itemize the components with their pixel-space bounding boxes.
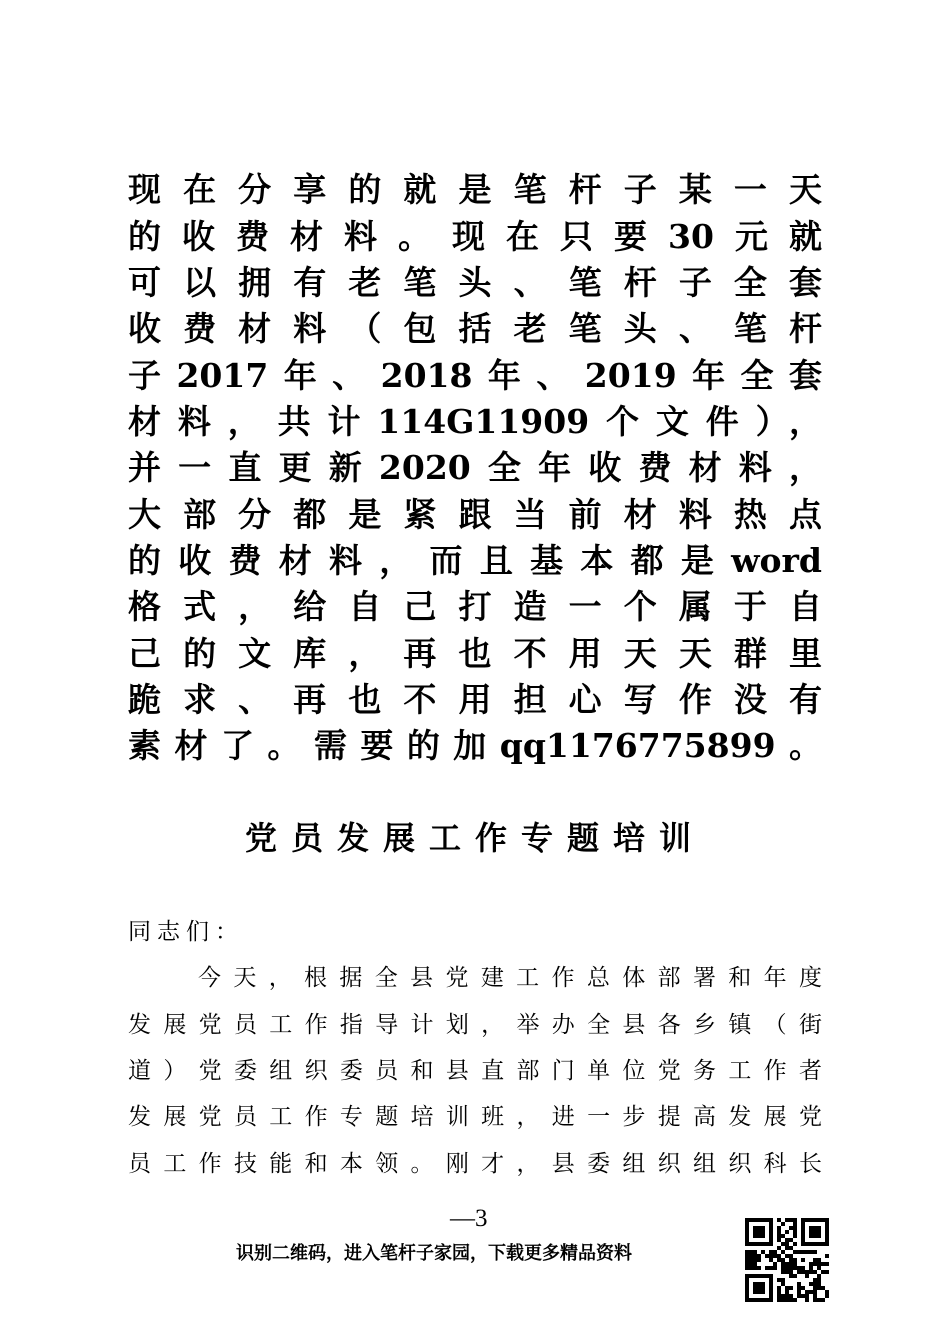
promo-line: 并一直更新2020全年收费材料， [128,448,822,487]
body-line: 道）党委组织委员和县直部门单位党务工作者 [128,1058,822,1084]
document-title: 党员发展工作专题培训 [244,819,705,857]
qr-code-icon [745,1218,829,1302]
body-line: 员工作技能和本领。刚才，县委组织组织科长 [128,1151,822,1177]
promo-line: 子2017年、2018年、2019年全套 [128,356,822,395]
body-line: 发展党员工作专题培训班，进一步提高发展党 [128,1104,822,1130]
promo-line: 可以拥有老笔头、笔杆子全套 [128,263,822,302]
promo-line: 的收费材料。现在只要30元就 [128,217,822,256]
promo-line: 大部分都是紧跟当前材料热点 [128,495,822,534]
promo-line: 跪求、再也不用担心写作没有 [128,680,822,719]
page-number: —3 [450,1205,488,1232]
salutation: 同志们： [128,919,244,945]
promo-line: 材料，共计114G11909个文件）， [128,402,822,441]
promo-line: 现在分享的就是笔杆子某一天 [128,170,822,209]
qr-code-graphic [745,1218,829,1302]
promo-line: 素材了。需要的加qq1176775899。 [128,726,822,765]
promo-line: 的收费材料，而且基本都是word [128,541,822,580]
promo-line: 格式，给自己打造一个属于自 [128,587,822,626]
body-line: 今天，根据全县党建工作总体部署和年度 [198,965,822,991]
body-line: 发展党员工作指导计划，举办全县各乡镇（街 [128,1012,822,1038]
footer-banner-text: 识别二维码，进入笔杆子家园，下载更多精品资料 [236,1243,632,1264]
promo-line: 收费材料（包括老笔头、笔杆 [128,309,822,348]
promo-line: 己的文库，再也不用天天群里 [128,634,822,673]
